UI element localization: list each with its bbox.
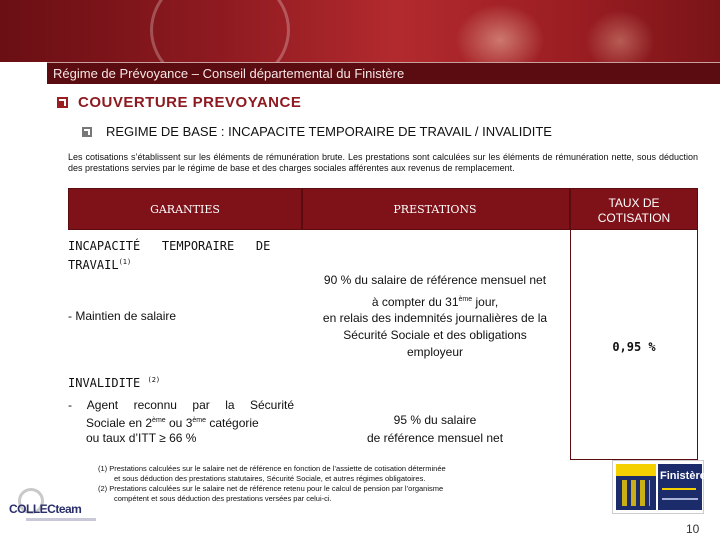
header-prestations: PRESTATIONS [393, 203, 477, 216]
finistere-logo [612, 460, 704, 514]
item2-sup2: ème [192, 417, 206, 424]
section-heading-text: COUVERTURE PREVOYANCE [78, 94, 302, 111]
collecteam-wordmark: COLLECteam [9, 502, 82, 516]
incapacite-item: - Maintien de salaire [68, 309, 177, 323]
collecteam-logo [4, 488, 104, 528]
child-photo-1 [455, 4, 545, 62]
page-number: 10 [686, 522, 700, 536]
prest-line2-post: jour, [472, 295, 499, 309]
intro-paragraph: Les cotisations s’établissent sur les éléments de rémunération brute. Les prestations sont calculées sur les éléments de rémunération nette, sous déduction des prestations servies par le régime de base et des charges sociales afférentes aux revenus de remplacement. [68, 152, 698, 173]
footnote-2-line1: (2) Prestations calculées sur le salaire net de référence retenu pour le calcul de pension par l’organisme [98, 484, 444, 493]
footnote-2 [98, 484, 598, 503]
sub-heading-text: REGIME DE BASE : INCAPACITE TEMPORAIRE DE TRAVAIL / INVALIDITE [106, 124, 552, 139]
prest-line2-sup: ème [458, 296, 473, 303]
footnote-1-line2: et sous déduction des prestations statutaires, Sécurité Sociale, et autres régimes obligatoires. [114, 473, 426, 483]
note-ref-2: (2) [147, 376, 161, 384]
header-taux-line1: TAUX DE [608, 196, 660, 210]
header-taux [570, 188, 698, 230]
finistere-panel [658, 464, 706, 510]
header-taux-line2: COTISATION [597, 211, 671, 225]
blason-ermine [622, 480, 650, 506]
table-header [68, 188, 570, 230]
incapacite-label-line2 [68, 254, 131, 273]
item2-b: ou 3 [165, 416, 193, 430]
logo-tagline [26, 518, 96, 521]
invalidite-prest-line2: de référence mensuel net [366, 431, 504, 445]
incapacite-label-line1: INCAPACITÉ TEMPORAIRE DE [68, 239, 271, 253]
item2-c: catégorie [206, 416, 259, 430]
item2-sup1: ème [152, 417, 166, 424]
header-banner-image [0, 0, 720, 62]
note-ref-1: (1) [118, 258, 132, 266]
finistere-wordmark: Finistère [660, 470, 706, 482]
invalidite-prest-line1: 95 % du salaire [393, 413, 477, 427]
incapacite-prest-line4: Sécurité Sociale et des obligations [343, 328, 527, 342]
taux-column [570, 230, 698, 460]
title-bar [47, 62, 720, 84]
incapacite-prest-line3: en relais des indemnités journalières de la [322, 311, 548, 325]
swoosh-decoration [150, 0, 290, 62]
square-bullet-icon [82, 127, 92, 137]
child-photo-2 [585, 10, 655, 62]
blason-stripe [616, 464, 656, 476]
footnote-1 [98, 464, 598, 483]
item2-a: Sociale en 2 [86, 416, 153, 430]
taux-value: 0,95 % [612, 340, 656, 354]
square-bullet-icon [57, 97, 68, 108]
footnote-1-line1: (1) Prestations calculées sur le salaire net de référence en fonction de l’assiette de cotisation déterminée [98, 464, 446, 473]
footnote-2-line2: compétent et sous déduction des prestations versées par celui-ci. [114, 493, 332, 503]
incapacite-label-text: TRAVAIL [68, 258, 119, 272]
incapacite-prest-line1: 90 % du salaire de référence mensuel net [323, 273, 547, 287]
prest-line2-pre: à compter du 31 [371, 295, 459, 309]
section-heading [57, 94, 301, 111]
invalidite-item-line1: - Agent reconnu par la Sécurité [68, 398, 294, 412]
coverage-table [68, 188, 698, 460]
logo-line [662, 488, 696, 490]
page-title: Régime de Prévoyance – Conseil départemental du Finistère [53, 66, 405, 81]
incapacite-prest-line5: employeur [406, 345, 464, 359]
header-taux-text [571, 196, 697, 226]
invalidite-item-line2 [86, 413, 259, 431]
invalidite-item-line3: ou taux d’ITT ≥ 66 % [86, 431, 197, 445]
logo-line-2 [662, 498, 698, 500]
incapacite-prest-line2 [300, 292, 570, 310]
footnotes [98, 464, 598, 504]
sub-heading [82, 124, 552, 139]
invalidite-label [68, 372, 160, 391]
coat-of-arms-icon [616, 464, 656, 510]
header-garanties: GARANTIES [150, 203, 220, 216]
invalidite-label-text: INVALIDITE [68, 376, 141, 390]
